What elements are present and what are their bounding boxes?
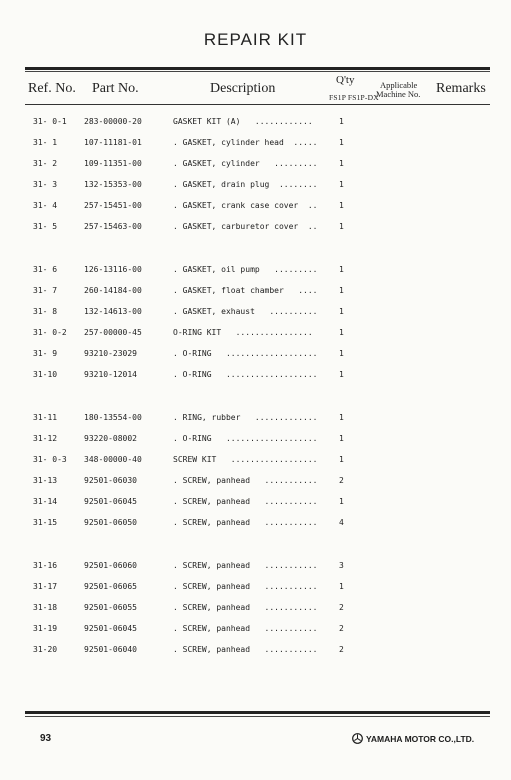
ref-no: 31- 0-3 (33, 455, 67, 464)
ref-no: 31-12 (33, 434, 58, 443)
part-no: 92501-06030 (84, 476, 137, 485)
part-no: 283-00000-20 (84, 117, 142, 126)
ref-no: 31-14 (33, 497, 58, 506)
part-no: 257-15451-00 (84, 201, 142, 210)
description: . GASKET, carburetor cover .. (173, 222, 318, 231)
ref-no: 31-15 (33, 518, 58, 527)
quantity: 3 (339, 561, 344, 570)
quantity: 1 (339, 497, 344, 506)
table-row (0, 434, 511, 450)
footer-rule-thick (25, 711, 490, 714)
quantity: 2 (339, 624, 344, 633)
quantity: 1 (339, 286, 344, 295)
column-header-rule (25, 104, 490, 105)
table-row (0, 476, 511, 492)
ref-no: 31-13 (33, 476, 58, 485)
description: . SCREW, panhead ........... (173, 497, 318, 506)
table-row (0, 603, 511, 619)
description: . SCREW, panhead ........... (173, 624, 318, 633)
part-no: 92501-06060 (84, 561, 137, 570)
part-no: 93210-23029 (84, 349, 137, 358)
quantity: 1 (339, 582, 344, 591)
part-no: 132-15353-00 (84, 180, 142, 189)
description: SCREW KIT .................. (173, 455, 318, 464)
table-row (0, 222, 511, 238)
quantity: 4 (339, 518, 344, 527)
table-row (0, 497, 511, 513)
description: . GASKET, cylinder head ..... (173, 138, 318, 147)
description: . RING, rubber ............. (173, 413, 318, 422)
description: . SCREW, panhead ........... (173, 476, 318, 485)
yamaha-logo-icon (352, 733, 363, 744)
description: . GASKET, cylinder ......... (173, 159, 318, 168)
column-header-applicable-line2: Machine No. (376, 89, 421, 99)
table-row (0, 455, 511, 471)
quantity: 1 (339, 222, 344, 231)
ref-no: 31- 3 (33, 180, 58, 189)
part-no: 92501-06050 (84, 518, 137, 527)
table-row (0, 265, 511, 281)
table-row (0, 328, 511, 344)
ref-no: 31- 1 (33, 138, 58, 147)
table-row (0, 370, 511, 386)
ref-no: 31-16 (33, 561, 58, 570)
quantity: 1 (339, 413, 344, 422)
ref-no: 31- 8 (33, 307, 58, 316)
description: GASKET KIT (A) ............ (173, 117, 313, 126)
table-row (0, 624, 511, 640)
part-no: 92501-06065 (84, 582, 137, 591)
ref-no: 31- 0-1 (33, 117, 67, 126)
quantity: 1 (339, 138, 344, 147)
page-number: 93 (40, 733, 52, 744)
description: . GASKET, drain plug ........ (173, 180, 318, 189)
company-name: YAMAHA MOTOR CO.,LTD. (366, 733, 475, 744)
quantity: 1 (339, 370, 344, 379)
description: . GASKET, exhaust .......... (173, 307, 318, 316)
column-header-remarks: Remarks (436, 81, 486, 96)
description: . SCREW, panhead ........... (173, 603, 318, 612)
part-no: 93220-08002 (84, 434, 137, 443)
page-title: REPAIR KIT (203, 30, 308, 49)
description: . GASKET, float chamber .... (173, 286, 318, 295)
part-no: 180-13554-00 (84, 413, 142, 422)
part-no: 92501-06045 (84, 497, 137, 506)
ref-no: 31- 2 (33, 159, 58, 168)
header-rule-thin (25, 71, 490, 72)
quantity: 2 (339, 476, 344, 485)
part-no: 132-14613-00 (84, 307, 142, 316)
ref-no: 31- 4 (33, 201, 58, 210)
description: . O-RING ................... (173, 434, 318, 443)
description: O-RING KIT ................ (173, 328, 313, 337)
quantity: 2 (339, 603, 344, 612)
table-row (0, 159, 511, 175)
ref-no: 31-20 (33, 645, 58, 654)
part-no: 92501-06040 (84, 645, 137, 654)
quantity: 1 (339, 159, 344, 168)
header-rule-thick (25, 67, 490, 70)
footer-rule-thin (25, 716, 490, 717)
quantity: 1 (339, 349, 344, 358)
quantity: 1 (339, 201, 344, 210)
table-row (0, 286, 511, 302)
ref-no: 31-11 (33, 413, 58, 422)
footer-brand (352, 733, 474, 744)
part-no: 260-14184-00 (84, 286, 142, 295)
table-row (0, 138, 511, 154)
part-no: 257-15463-00 (84, 222, 142, 231)
table-row (0, 645, 511, 661)
ref-no: 31- 9 (33, 349, 58, 358)
table-row (0, 180, 511, 196)
part-no: 92501-06045 (84, 624, 137, 633)
quantity: 1 (339, 434, 344, 443)
description: . O-RING ................... (173, 349, 318, 358)
table-row (0, 518, 511, 534)
quantity: 1 (339, 180, 344, 189)
column-header-applicable-line1: Applicable (380, 80, 418, 90)
ref-no: 31- 0-2 (33, 328, 67, 337)
table-row (0, 117, 511, 133)
part-no: 93210-12014 (84, 370, 137, 379)
description: . SCREW, panhead ........... (173, 645, 318, 654)
column-header-qty-models: FS1P FS1P-DX (329, 93, 379, 102)
ref-no: 31-17 (33, 582, 58, 591)
part-no: 107-11181-01 (84, 138, 142, 147)
quantity: 1 (339, 117, 344, 126)
description: . GASKET, crank case cover .. (173, 201, 318, 210)
table-row (0, 201, 511, 217)
quantity: 1 (339, 328, 344, 337)
description: . SCREW, panhead ........... (173, 561, 318, 570)
description: . GASKET, oil pump ......... (173, 265, 318, 274)
part-no: 92501-06055 (84, 603, 137, 612)
ref-no: 31- 6 (33, 265, 58, 274)
table-row (0, 561, 511, 577)
ref-no: 31- 5 (33, 222, 58, 231)
column-header-ref: Ref. No. (28, 81, 76, 96)
description: . O-RING ................... (173, 370, 318, 379)
column-header-qty: Q'ty (336, 74, 355, 86)
table-row (0, 349, 511, 365)
description: . SCREW, panhead ........... (173, 582, 318, 591)
ref-no: 31-10 (33, 370, 58, 379)
quantity: 1 (339, 455, 344, 464)
ref-no: 31- 7 (33, 286, 58, 295)
ref-no: 31-19 (33, 624, 58, 633)
column-header-part: Part No. (92, 81, 139, 96)
column-header-description: Description (210, 81, 276, 96)
table-row (0, 307, 511, 323)
quantity: 1 (339, 307, 344, 316)
part-no: 348-00000-40 (84, 455, 142, 464)
ref-no: 31-18 (33, 603, 58, 612)
description: . SCREW, panhead ........... (173, 518, 318, 527)
part-no: 126-13116-00 (84, 265, 142, 274)
quantity: 2 (339, 645, 344, 654)
part-no: 257-00000-45 (84, 328, 142, 337)
table-row (0, 582, 511, 598)
quantity: 1 (339, 265, 344, 274)
part-no: 109-11351-00 (84, 159, 142, 168)
table-row (0, 413, 511, 429)
